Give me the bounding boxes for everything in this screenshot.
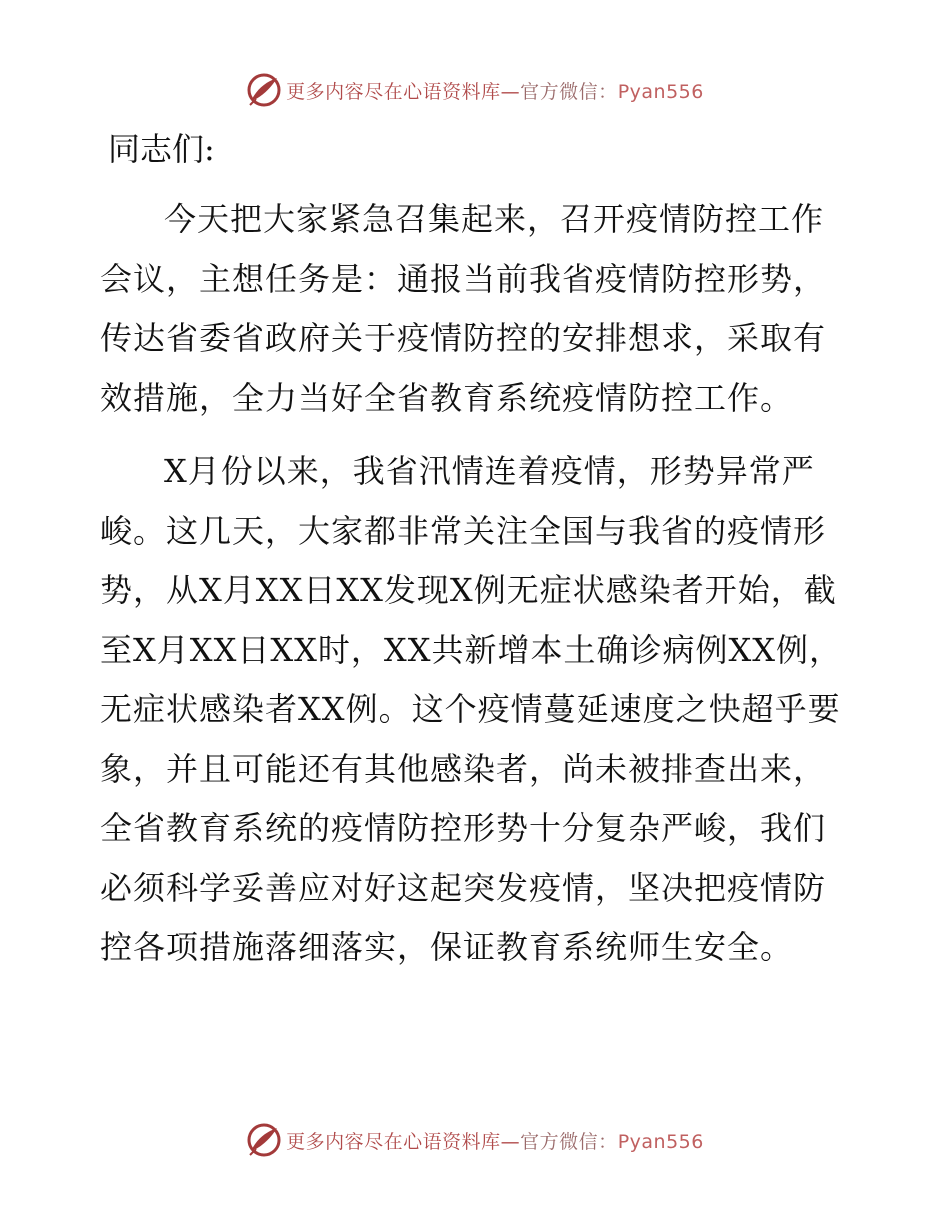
header-banner-wechat-label: 官方微信： xyxy=(520,80,618,103)
salutation: 同志们: xyxy=(108,130,215,168)
document-body xyxy=(100,120,852,978)
footer-banner-site: 更多内容尽在心语资料库— xyxy=(286,1130,521,1153)
quill-pen-logo-icon xyxy=(246,72,282,108)
header-banner xyxy=(0,70,950,110)
paragraph-1: 今天把大家紧急召集起来，召开疫情防控工作会议，主想任务是：通报当前我省疫情防控形势，传达省委省政府关于疫情防控的安排想求，采取有效措施，全力当好全省教育系统疫情防控工作。 xyxy=(100,200,827,417)
quill-pen-logo-icon xyxy=(246,1122,282,1158)
paragraph-2: X月份以来，我省汛情连着疫情，形势异常严峻。这几天，大家都非常关注全国与我省的疫情形势，从X月XX日XX发现X例无症状感染者开始，截至X月XX日XX时，XX共新增本土确诊病例XX例，无症状感染者XX例。这个疫情蔓延速度之快超乎要象，并且可能还有其他感染者，尚未被排查出来，全省教育系统的疫情防控形势十分复杂严峻，我们必须科学妥善应对好这起突发疫情，坚决把疫情防控各项措施落细落实，保证教育系统师生安全。 xyxy=(100,452,843,966)
footer-banner xyxy=(0,1120,950,1160)
header-banner-wechat-id: Pyan556 xyxy=(617,80,704,103)
footer-banner-wechat-id: Pyan556 xyxy=(617,1130,704,1153)
footer-banner-wechat-label: 官方微信： xyxy=(520,1130,618,1153)
header-banner-text xyxy=(286,77,704,104)
header-banner-site: 更多内容尽在心语资料库— xyxy=(286,80,521,103)
footer-banner-text xyxy=(286,1127,704,1154)
